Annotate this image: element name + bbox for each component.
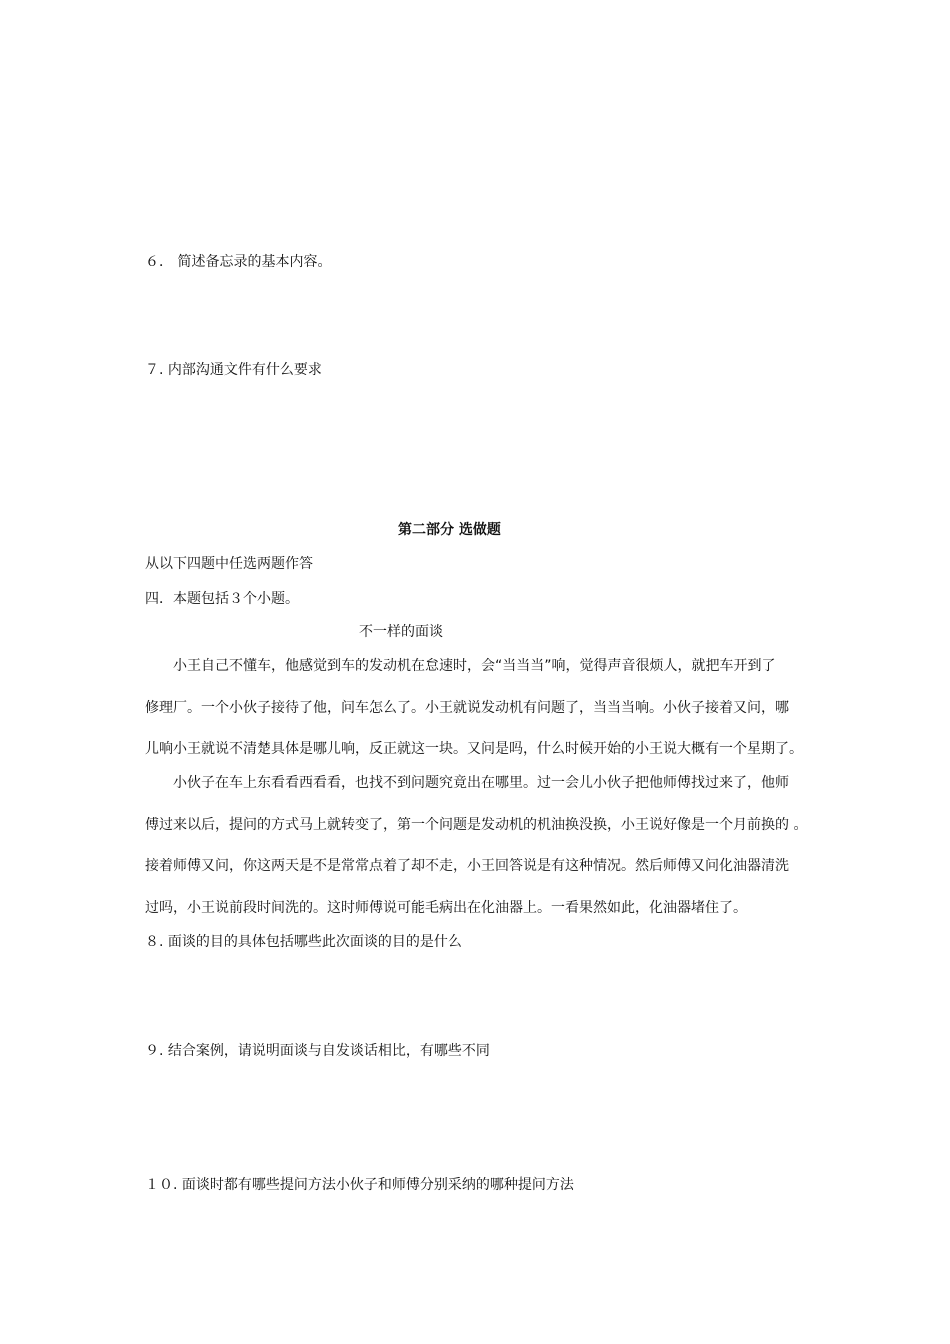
case-paragraph-line: 过吗，小王说前段时间洗的。这时师傅说可能毛病出在化油器上。一看果然如此，化油器堵住了。 <box>145 900 747 916</box>
question-9: ９. 结合案例，请说明面谈与自发谈话相比，有哪些不同 <box>145 1043 490 1059</box>
case-paragraph-line: 傅过来以后，提问的方式马上就转变了，第一个问题是发动机的机油换没换，小王说好像是一个月前换的 。 <box>145 817 808 833</box>
question-6: ６． 简述备忘录的基本内容。 <box>145 254 332 270</box>
case-paragraph-line: 修理厂。一个小伙子接待了他，问车怎么了。小王就说发动机有问题了，当当当响。小伙子接着又问，哪 <box>145 700 789 716</box>
instruction-text: 从以下四题中任选两题作答 <box>145 556 313 572</box>
question-8: ８. 面谈的目的具体包括哪些此次面谈的目的是什么 <box>145 934 462 950</box>
case-paragraph-line: 儿响小王就说不清楚具体是哪儿响，反正就这一块。又问是吗，什么时候开始的小王说大概有一个星期了。 <box>145 741 803 757</box>
case-title: 不一样的面谈 <box>359 624 443 640</box>
question-7: ７. 内部沟通文件有什么要求 <box>145 362 322 378</box>
case-paragraph-line: 小伙子在车上东看看西看看，也找不到问题究竟出在哪里。过一会儿小伙子把他师傅找过来了，他师 <box>173 775 789 791</box>
case-paragraph-line: 小王自己不懂车，他感觉到车的发动机在怠速时，会“当当当”响，觉得声音很烦人，就把车开到了 <box>173 658 776 674</box>
question-10: １０. 面谈时都有哪些提问方法小伙子和师傅分别采纳的哪种提问方法 <box>145 1177 574 1193</box>
section-four-intro: 四．本题包括３个小题。 <box>145 591 299 607</box>
case-paragraph-line: 接着师傅又问，你这两天是不是常常点着了却不走，小王回答说是有这种情况。然后师傅又问化油器清洗 <box>145 858 789 874</box>
part-two-heading: 第二部分 选做题 <box>398 522 501 538</box>
